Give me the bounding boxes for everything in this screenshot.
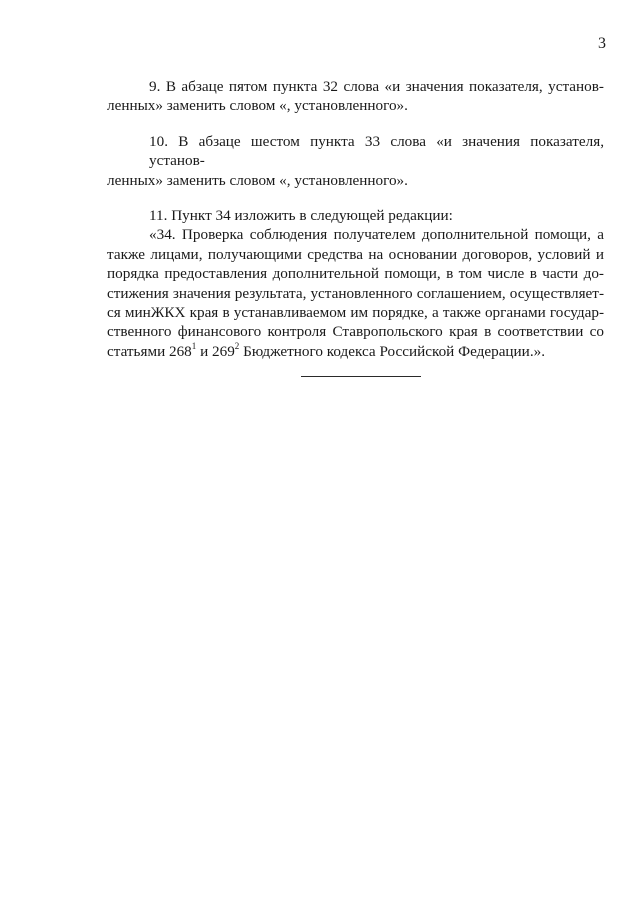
- text-line: порядка предоставления дополнительной помощи, в том числе в части до-: [107, 265, 604, 283]
- superscript: 2: [234, 340, 240, 351]
- text-line: ся минЖКХ края в устанавливаемом им порядке, а также органами государ-: [107, 304, 604, 322]
- text-line: 9. В абзаце пятом пункта 32 слова «и значения показателя, установ-: [149, 78, 604, 95]
- text-line: «34. Проверка соблюдения получателем дополнительной помощи, а: [149, 226, 604, 244]
- paragraph-item-10: [107, 132, 604, 190]
- superscript: 1: [191, 340, 197, 351]
- text-line-last: [107, 342, 604, 361]
- text-line: также лицами, получающими средства на основании договоров, условий и: [107, 245, 604, 263]
- paragraph-item-11: [107, 206, 604, 361]
- paragraph-item-9: [107, 77, 604, 116]
- text-fragment: и 269: [196, 342, 235, 360]
- text-line: 11. Пункт 34 изложить в следующей редакции:: [149, 207, 453, 225]
- text-line: ленных» заменить словом «, установленного».: [107, 171, 408, 189]
- text-line: ственного финансового контроля Ставропольского края в соответствии со: [107, 323, 604, 341]
- text-line: стижения значения результата, установленного соглашением, осуществляет-: [107, 284, 604, 302]
- closing-divider-line: [301, 376, 421, 377]
- page-number: 3: [598, 35, 606, 52]
- text-line: ленных» заменить словом «, установленного».: [107, 97, 408, 115]
- text-line: 10. В абзаце шестом пункта 33 слова «и значения показателя, установ-: [149, 132, 604, 170]
- document-body: [107, 77, 604, 361]
- text-fragment: статьями 268: [107, 342, 192, 360]
- text-fragment: Бюджетного кодекса Российской Федерации.».: [239, 342, 546, 360]
